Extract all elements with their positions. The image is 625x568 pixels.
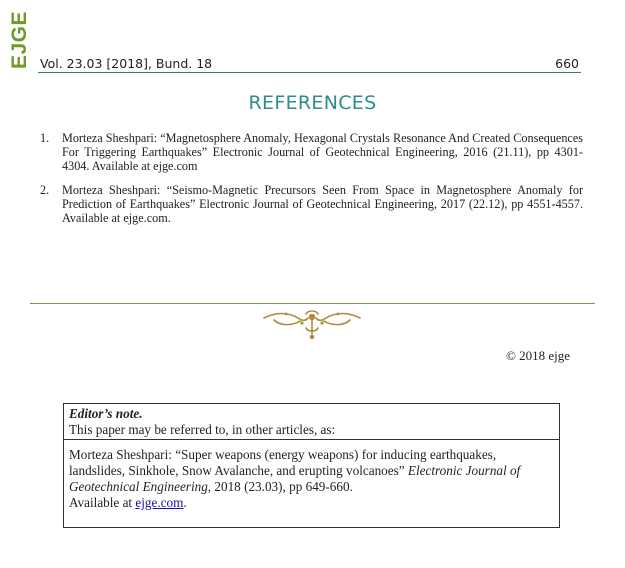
citation-details: , 2018 (23.03), pp 649-660. [207,479,353,494]
citation-journal: Electronic Journal of Geotechnical Engineering [69,463,521,494]
ejge-logo [8,10,32,70]
page-number: 660 [555,56,579,71]
reference-list [40,131,583,234]
section-divider [30,303,595,304]
editor-note-title: Editor’s note. [69,406,143,421]
editor-note-header [64,404,559,440]
header-rule [38,72,581,73]
reference-number: 1. [40,131,50,145]
citation-available-prefix: Available at [69,495,136,510]
reference-text: Morteza Sheshpari: “Seismo-Magnetic Precursors Seen From Space in Magnetosphere Anomaly for Prediction of Earthquakes” Electronic Journal of Geotechnical Engineering, 2017 (22.12), pp 4551-4557. Available at ejge.com. [62,182,583,226]
citation-period: . [183,495,187,510]
reference-text: Morteza Sheshpari: “Magnetosphere Anomaly, Hexagonal Crystals Resonance And Created Consequences For Triggering Earthquakes” Electronic Journal of Geotechnical Engineering, 2016 (21.11), pp 4301-4304. Available at ejge.com [62,131,583,174]
citation-main: Morteza Sheshpari: “Super weapons (energy weapons) for inducing earthquakes, landslides, Sinkhole, Snow Avalanche, and erupting volcanoes” [69,447,497,478]
reference-item-1 [40,131,583,174]
references-title: REFERENCES [248,92,377,114]
running-head: Vol. 23.03 [2018], Bund. 18 [40,56,213,71]
flourish-ornament-icon [262,306,362,342]
editor-note-intro: This paper may be referred to, in other articles, as: [69,421,336,437]
ejge-link[interactable]: ejge.com [135,495,184,510]
logo-text: EJGE [8,10,31,70]
reference-item-2 [40,183,583,226]
reference-number: 2. [40,182,50,197]
editor-note-citation [64,440,559,511]
copyright-notice: © 2018 ejge [505,348,570,363]
editor-note-box [63,403,560,528]
